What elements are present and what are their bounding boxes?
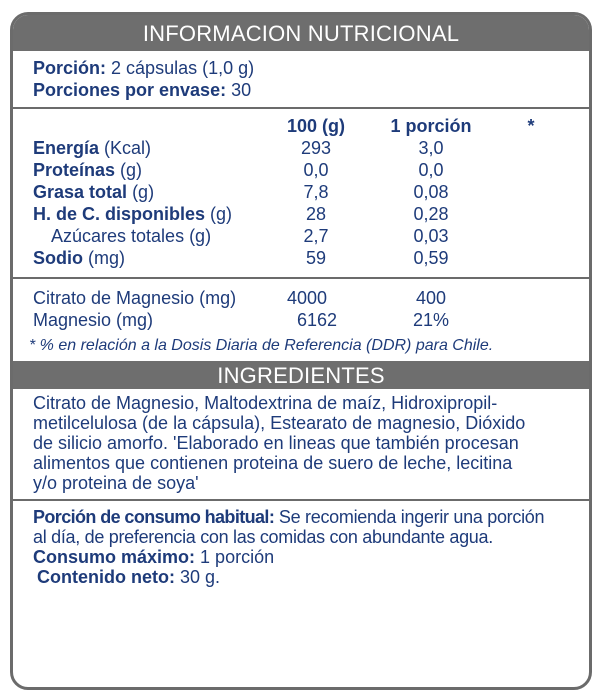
column-header-ddr: * xyxy=(527,116,535,136)
ingredients-line: Citrato de Magnesio, Maltodextrina de maíz, Hidroxipropil- xyxy=(33,393,498,413)
nutrient-name: Grasa total xyxy=(33,182,128,202)
max-consumption-value: 1 porción xyxy=(200,547,275,567)
value-100g: 2,7 xyxy=(303,226,329,246)
per-container-label: Porciones por envase: xyxy=(33,80,227,100)
value-portion: 0,08 xyxy=(413,182,449,202)
habitual-line xyxy=(33,507,577,527)
value-portion: 0,59 xyxy=(413,248,449,268)
table-row xyxy=(33,309,579,331)
habitual-text-continued: al día, de preferencia con las comidas con abundante agua. xyxy=(33,527,493,547)
max-consumption-label: Consumo máximo: xyxy=(33,547,196,567)
value-100g: 6162 xyxy=(297,310,338,330)
nutrient-unit: (mg) xyxy=(88,248,126,268)
net-content-label: Contenido neto: xyxy=(37,567,175,587)
mineral-label: Citrato de Magnesio (mg) xyxy=(33,288,237,308)
habitual-label: Porción de consumo habitual: xyxy=(33,507,275,527)
table-row xyxy=(33,203,579,225)
column-header-100g: 100 (g) xyxy=(286,116,346,136)
nutrient-unit: (g) xyxy=(120,160,143,180)
nutrient-unit: (Kcal) xyxy=(104,138,152,158)
value-portion: 0,0 xyxy=(418,160,444,180)
ingredients-header: INGREDIENTES xyxy=(13,361,589,389)
value-100g: 4000 xyxy=(287,288,328,308)
value-portion: 21% xyxy=(412,310,450,330)
value-100g: 0,0 xyxy=(303,160,329,180)
value-portion: 0,03 xyxy=(413,226,449,246)
table-row xyxy=(33,159,579,181)
nutrient-name: Proteínas xyxy=(33,160,116,180)
nutrient-name: Energía xyxy=(33,138,100,158)
serving-info xyxy=(13,51,589,107)
value-100g: 7,8 xyxy=(303,182,329,202)
table-row xyxy=(33,247,579,269)
value-portion: 3,0 xyxy=(418,138,444,158)
ingredients-line: de silicio amorfo. 'Elaborado en lineas que también procesan xyxy=(33,433,519,453)
per-container-value: 30 xyxy=(231,80,252,100)
ingredients-line: y/o proteina de soya' xyxy=(33,473,199,493)
ingredients-line: alimentos que contienen proteina de suero de leche, lecitina xyxy=(33,453,513,473)
ingredients-line: metilcelulosa (de la cápsula), Estearato de magnesio, Dióxido xyxy=(33,413,526,433)
nutrient-table xyxy=(13,109,589,277)
consumption-info xyxy=(13,501,589,587)
mineral-table xyxy=(13,279,589,331)
value-100g: 59 xyxy=(305,248,327,268)
value-portion: 0,28 xyxy=(413,204,449,224)
net-content-line xyxy=(33,567,577,587)
ingredients-text xyxy=(13,389,589,499)
max-consumption-line xyxy=(33,547,577,567)
value-100g: 293 xyxy=(300,138,332,158)
nutrient-unit: (g) xyxy=(132,182,155,202)
portion-value: 2 cápsulas (1,0 g) xyxy=(111,58,255,78)
portion-label: Porción: xyxy=(33,58,107,78)
mineral-label: Magnesio (mg) xyxy=(33,310,154,330)
table-row xyxy=(33,287,579,309)
nutrition-label xyxy=(10,12,592,690)
net-content-value: 30 g. xyxy=(180,567,221,587)
habitual-text: Se recomienda ingerir una porción xyxy=(274,507,545,527)
table-header xyxy=(33,115,579,137)
table-row xyxy=(33,137,579,159)
nutrient-name: Sodio xyxy=(33,248,83,268)
table-row xyxy=(33,225,579,247)
per-container-line xyxy=(33,79,579,101)
nutrient-unit: Azúcares totales (g) xyxy=(51,226,212,246)
value-100g: 28 xyxy=(305,204,327,224)
ddr-footnote: * % en relación a la Dosis Diaria de Referencia (DDR) para Chile. xyxy=(29,337,494,354)
column-header-portion: 1 porción xyxy=(390,116,472,136)
portion-line xyxy=(33,57,579,79)
value-portion: 400 xyxy=(415,288,447,308)
nutrient-unit: (g) xyxy=(210,204,233,224)
nutrition-header: INFORMACION NUTRICIONAL xyxy=(13,15,589,51)
nutrient-name: H. de C. disponibles xyxy=(33,204,206,224)
table-row xyxy=(33,181,579,203)
